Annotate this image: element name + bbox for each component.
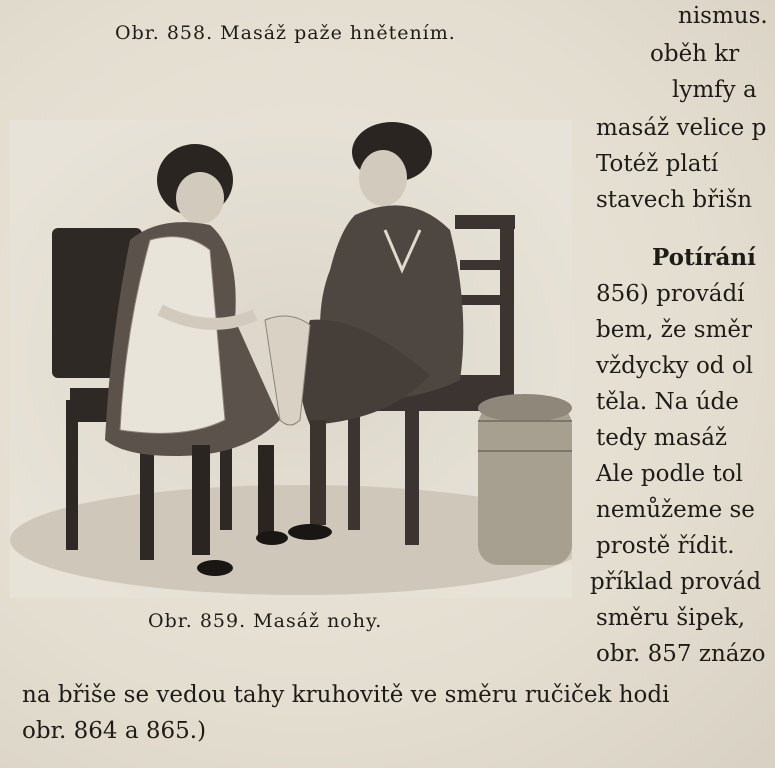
section-heading: Potírání bbox=[652, 244, 756, 271]
text-line: prostě řídit. bbox=[596, 533, 735, 559]
text-line: obr. 857 znázo bbox=[596, 641, 766, 667]
text-line: nismus. bbox=[678, 3, 768, 29]
text-line: stavech břišn bbox=[596, 187, 753, 213]
text-line: nemůžeme se bbox=[596, 497, 755, 523]
hatbox bbox=[478, 394, 572, 565]
body-text-line: na břiše se vedou tahy kruhovitě ve směru ručiček hodi bbox=[22, 682, 670, 708]
text-line: Ale podle tol bbox=[596, 461, 743, 487]
text-line: vždycky od ol bbox=[596, 353, 754, 379]
text-line: tedy masáž bbox=[596, 425, 728, 451]
body-text-line: obr. 864 a 865.) bbox=[22, 718, 207, 744]
text-line: oběh kr bbox=[650, 41, 740, 67]
figure-859-caption: Obr. 859. Masáž nohy. bbox=[148, 610, 383, 632]
text-line: 856) provádí bbox=[596, 281, 745, 307]
massage-illustration bbox=[10, 120, 572, 598]
text-line: Totéž platí bbox=[596, 151, 719, 177]
text-line: masáž velice p bbox=[596, 115, 767, 141]
text-line: příklad provád bbox=[590, 569, 762, 595]
text-line: těla. Na úde bbox=[596, 389, 739, 415]
text-line: lymfy a bbox=[672, 77, 757, 103]
text-line: směru šipek, bbox=[596, 605, 746, 631]
text-line: bem, že směr bbox=[596, 317, 753, 343]
figure-858-caption: Obr. 858. Masáž paže hnětením. bbox=[115, 22, 456, 44]
